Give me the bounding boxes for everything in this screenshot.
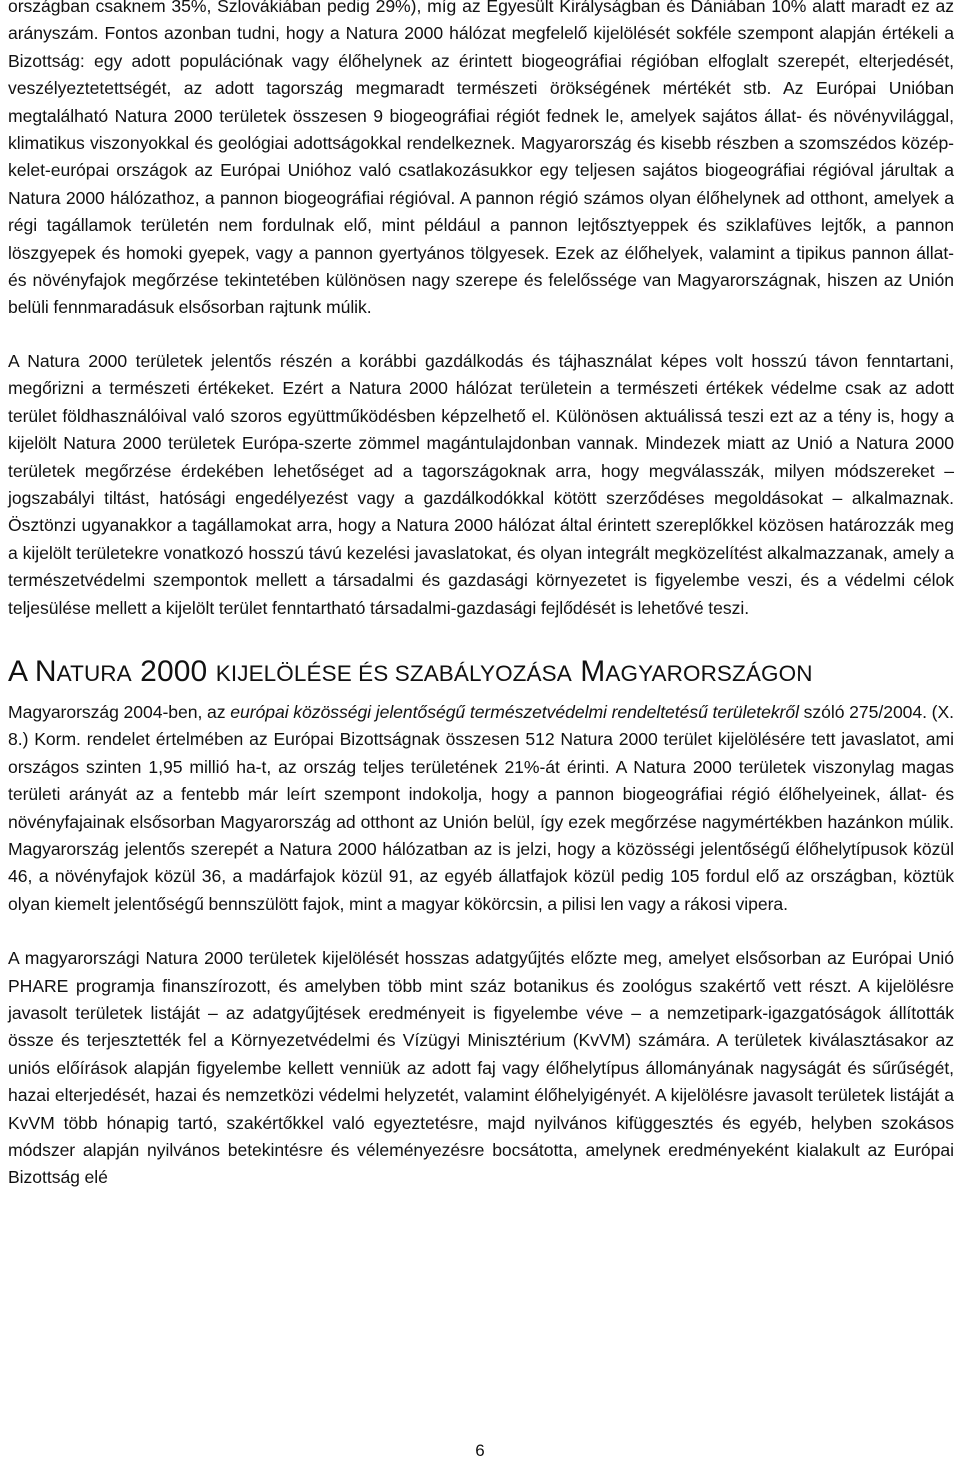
- paragraph-biogeographic-regions: országban csaknem 35%, Szlovákiában pedig 29%), míg az Egyesült Királyságban és Dániában 10% alatt maradt ez az arányszám. Fontos azonban tudni, hogy a Natura 2000 hálózat megfelelő kijelölését sokféle szempont alapján értékeli a Bizottság: egy adott populációnak vagy élőhelynek az érintett biogeográfiai régióban elfoglalt szerepét, elterjedését, veszélyeztetettségét, az adott tagország megmaradt természeti örökségének mértékét stb. Az Európai Unióban megtalálható Natura 2000 területek összesen 9 biogeográfiai régiót fednek le, amelyek sajátos állat- és növényvilággal, klimatikus viszonyokkal és geológiai adottságokkal rendelkeznek. Magyarország és kisebb részben a szomszédos közép-kelet-európai országok az Európai Unióhoz való csatlakozásukkor egy teljesen sajátos biogeográfiai régióval járultak a Natura 2000 hálózathoz, a pannon biogeográfiai régióval. A pannon régió számos olyan élőhelynek ad otthont, amelyek a régi tagállamok területén nem fordulnak elő, mint például a pannon lejtősztyeppek és sziklafüves lejtők, a pannon löszgyepek és homoki gyepek, vagy a pannon gyertyános tölgyesek. Ezek az élőhelyek, valamint a tipikus pannon állat- és növényfajok megőrzése tekintetében különösen nagy szerepe és felelőssége van Magyarországnak, hiszen az Unión belüli fennmaradásuk elsősorban rajtunk múlik.: [8, 0, 954, 318]
- heading-part-6: AGYARORSZÁGON: [605, 660, 813, 686]
- section-heading: [8, 652, 954, 694]
- heading-part-2: ATURA: [56, 660, 132, 686]
- paragraph-land-use-cooperation: A Natura 2000 területek jelentős részén a korábbi gazdálkodás és tájhasználat képes volt hosszú távon fenntartani, megőrizni a természeti értékeket. Ezért a Natura 2000 hálózat területein a természeti értékek védelme csak az adott terület földhasználóival való szoros együttműködésben képzelhető el. Különösen aktuálissá teszi ezt az a tény is, hogy a kijelölt Natura 2000 területek Európa-szerte zömmel magántulajdonban vannak. Mindezek miatt az Unió a Natura 2000 területek megőrzése érdekében lehetőséget ad a tagországoknak arra, hogy megválasszák, milyen módszereket – jogszabályi tiltást, hatósági engedélyezést vagy a gazdálkodókkal kötött szerződéses megoldásokat – alkalmaznak. Ösztönzi ugyanakkor a tagállamokat arra, hogy a Natura 2000 hálózat által érintett szereplőkkel közösen határozzák meg a kijelölt területekre vonatkozó hosszú távú kezelési javaslatokat, és olyan integrált megközelítést alkalmazzanak, amely a természetvédelmi szempontok mellett a társadalmi és gazdasági környezetet is figyelembe veszi, és a védelmi célok teljesülése mellett a kijelölt terület fenntartható társadalmi-gazdasági fejlődését is lehetővé teszi.: [8, 350, 954, 618]
- document-page: [8, 0, 954, 1192]
- paragraph-data-collection: A magyarországi Natura 2000 területek kijelölését hosszas adatgyűjtés előzte meg, amelyet elsősorban az Európai Unió PHARE programja finanszírozott, és amelyben több mint száz botanikus és zoológus szakértő vett részt. A kijelölésre javasolt területek listáját – az adatgyűjtések eredményeit is figyelembe véve – a nemzetipark-igazgatóságok állították össze és terjesztették fel a Környezetvédelmi és Vízügyi Minisztérium (KvVM) számára. A területek kiválasztásakor az uniós előírások alapján figyelembe kellett venniük az adott faj vagy élőhelytípus állományának nagyságát és sűrűségét, hazai elterjedését, hazai és nemzetközi védelmi helyzetét, valamint élőhelyigényét. A kijelölésre javasolt területek listáját a KvVM több hónapig tartó, szakértőkkel való egyeztetésre, majd nyilvános kifüggesztés és egyéb, helyben szokásos módszer alapján nyilvános betekintésre és véleményezésre bocsátotta, amelynek eredményeként kialakult az Európai Bizottság elé: [8, 948, 954, 1188]
- heading-part-1: A N: [8, 654, 57, 688]
- paragraph-intro-text: Magyarország 2004-ben, az: [8, 701, 231, 722]
- page-number: 6: [475, 1441, 485, 1460]
- heading-part-4: KIJELÖLÉSE ÉS SZABÁLYOZÁSA: [215, 660, 572, 686]
- paragraph-body-text: szóló 275/2004. (X. 8.) Korm. rendelet értelmében az Európai Bizottságnak összesen 512 Natura 2000 terület kijelölésére tett javaslatot, ami országos szinten 1,95 millió ha-t, az ország teljes területének 21%-át érinti. A Natura 2000 területek viszonylag magas területi arányát az a fentebb már leírt szempont indokolja, hogy a pannon biogeográfiai régió élőhelyeinek, állat- és növényfajainak elsősorban Magyarország ad otthont az Unión belül, így ezek megőrzése nagymértékben hazánkon múlik. Magyarország jelentős szerepét a Natura 2000 hálózatban az is jelzi, hogy a közösségi jelentőségű élőhelytípusok közül 46, a növényfajok közül 36, a madárfajok közül 91, az egyéb állatfajok közül pedig 105 fordul elő az országban, köztük olyan kiemelt jelentőségű bennszülött fajok, mint a magyar kökörcsin, a pilisi len vagy a rákosi vipera.: [8, 701, 955, 914]
- heading-part-5: M: [571, 654, 606, 688]
- paragraph-hungary-designation: [8, 699, 954, 918]
- regulation-title: európai közösségi jelentőségű természetvédelmi rendeltetésű területekről: [230, 701, 799, 722]
- heading-part-3: 2000: [131, 654, 216, 688]
